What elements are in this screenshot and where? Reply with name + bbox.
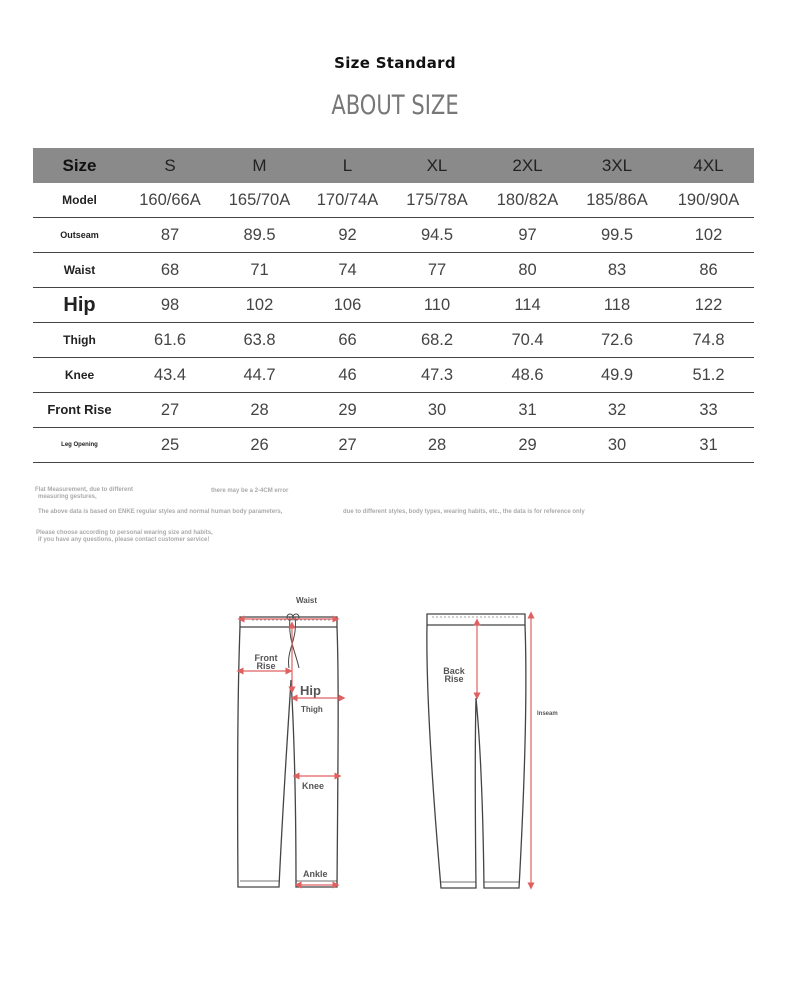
size-col-m: M — [214, 148, 305, 183]
table-cell: 25 — [126, 428, 214, 463]
size-col-l: L — [305, 148, 390, 183]
table-cell: 83 — [571, 253, 663, 288]
table-cell: 32 — [571, 393, 663, 428]
table-cell: 71 — [214, 253, 305, 288]
section-subtitle: ABOUT SIZE — [331, 90, 459, 121]
table-cell: 77 — [390, 253, 484, 288]
row-label-outseam: Outseam — [33, 218, 126, 253]
table-cell: 31 — [663, 428, 754, 463]
back-pants-illustration — [427, 614, 526, 888]
table-cell: 43.4 — [126, 358, 214, 393]
table-cell: 86 — [663, 253, 754, 288]
table-cell: 27 — [126, 393, 214, 428]
table-cell: 102 — [663, 218, 754, 253]
table-cell: 97 — [484, 218, 571, 253]
label-inseam: Inseam — [537, 711, 558, 717]
table-cell: 94.5 — [390, 218, 484, 253]
label-back-rise: Back Rise — [443, 666, 465, 684]
note-error: there may be a 2-4CM error — [211, 488, 289, 494]
size-header-label: Size — [33, 148, 126, 183]
table-cell: 180/82A — [484, 183, 571, 218]
table-cell: 68 — [126, 253, 214, 288]
note-text: Please choose according to personal wearing size and habits, — [36, 530, 213, 536]
table-cell: 106 — [305, 288, 390, 323]
table-cell: 26 — [214, 428, 305, 463]
table-cell: 31 — [484, 393, 571, 428]
table-cell: 72.6 — [571, 323, 663, 358]
table-cell: 46 — [305, 358, 390, 393]
table-cell: 175/78A — [390, 183, 484, 218]
table-cell: 92 — [305, 218, 390, 253]
table-cell: 30 — [390, 393, 484, 428]
label-knee: Knee — [302, 781, 325, 791]
label-hip: Hip — [300, 683, 321, 698]
size-col-s: S — [126, 148, 214, 183]
label-front-rise: Front Rise — [254, 653, 278, 671]
row-label-front-rise: Front Rise — [33, 393, 126, 428]
table-cell: 70.4 — [484, 323, 571, 358]
table-cell: 185/86A — [571, 183, 663, 218]
size-col-4xl: 4XL — [663, 148, 754, 183]
size-col-2xl: 2XL — [484, 148, 571, 183]
table-cell: 44.7 — [214, 358, 305, 393]
back-measure-lines — [477, 615, 531, 886]
note-reference-b: due to different styles, body types, wearing habits, etc., the data is for reference only — [343, 509, 585, 515]
table-cell: 110 — [390, 288, 484, 323]
size-col-3xl: 3XL — [571, 148, 663, 183]
table-cell: 29 — [305, 393, 390, 428]
row-label-model: Model — [33, 183, 126, 218]
table-cell: 165/70A — [214, 183, 305, 218]
note-text: Flat Measurement, due to different — [35, 487, 134, 493]
size-col-xl: XL — [390, 148, 484, 183]
table-cell: 118 — [571, 288, 663, 323]
table-cell: 80 — [484, 253, 571, 288]
table-cell: 74.8 — [663, 323, 754, 358]
table-cell: 190/90A — [663, 183, 754, 218]
table-cell: 29 — [484, 428, 571, 463]
row-label-thigh: Thigh — [33, 323, 126, 358]
page-title: Size Standard — [334, 54, 456, 72]
table-cell: 33 — [663, 393, 754, 428]
note-reference-a: The above data is based on ENKE regular styles and normal human body parameters, — [38, 509, 283, 515]
note-text: if you have any questions, please contact customer service! — [38, 537, 210, 543]
table-cell: 98 — [126, 288, 214, 323]
table-cell: 89.5 — [214, 218, 305, 253]
table-cell: 160/66A — [126, 183, 214, 218]
row-label-leg-opening: Leg Opening — [33, 428, 126, 463]
table-cell: 30 — [571, 428, 663, 463]
table-cell: 48.6 — [484, 358, 571, 393]
table-cell: 61.6 — [126, 323, 214, 358]
table-cell: 99.5 — [571, 218, 663, 253]
table-cell: 47.3 — [390, 358, 484, 393]
label-ankle: Ankle — [303, 869, 328, 879]
table-cell: 114 — [484, 288, 571, 323]
table-cell: 102 — [214, 288, 305, 323]
table-cell: 122 — [663, 288, 754, 323]
table-cell: 170/74A — [305, 183, 390, 218]
label-thigh: Thigh — [301, 705, 323, 714]
table-cell: 28 — [214, 393, 305, 428]
row-label-waist: Waist — [33, 253, 126, 288]
table-cell: 68.2 — [390, 323, 484, 358]
table-cell: 74 — [305, 253, 390, 288]
table-cell: 27 — [305, 428, 390, 463]
label-waist: Waist — [296, 596, 318, 605]
table-cell: 51.2 — [663, 358, 754, 393]
table-cell: 49.9 — [571, 358, 663, 393]
table-cell: 28 — [390, 428, 484, 463]
table-cell: 87 — [126, 218, 214, 253]
table-cell: 63.8 — [214, 323, 305, 358]
note-text: measuring gestures, — [38, 494, 97, 500]
table-cell: 66 — [305, 323, 390, 358]
row-label-hip: Hip — [33, 288, 126, 323]
row-label-knee: Knee — [33, 358, 126, 393]
